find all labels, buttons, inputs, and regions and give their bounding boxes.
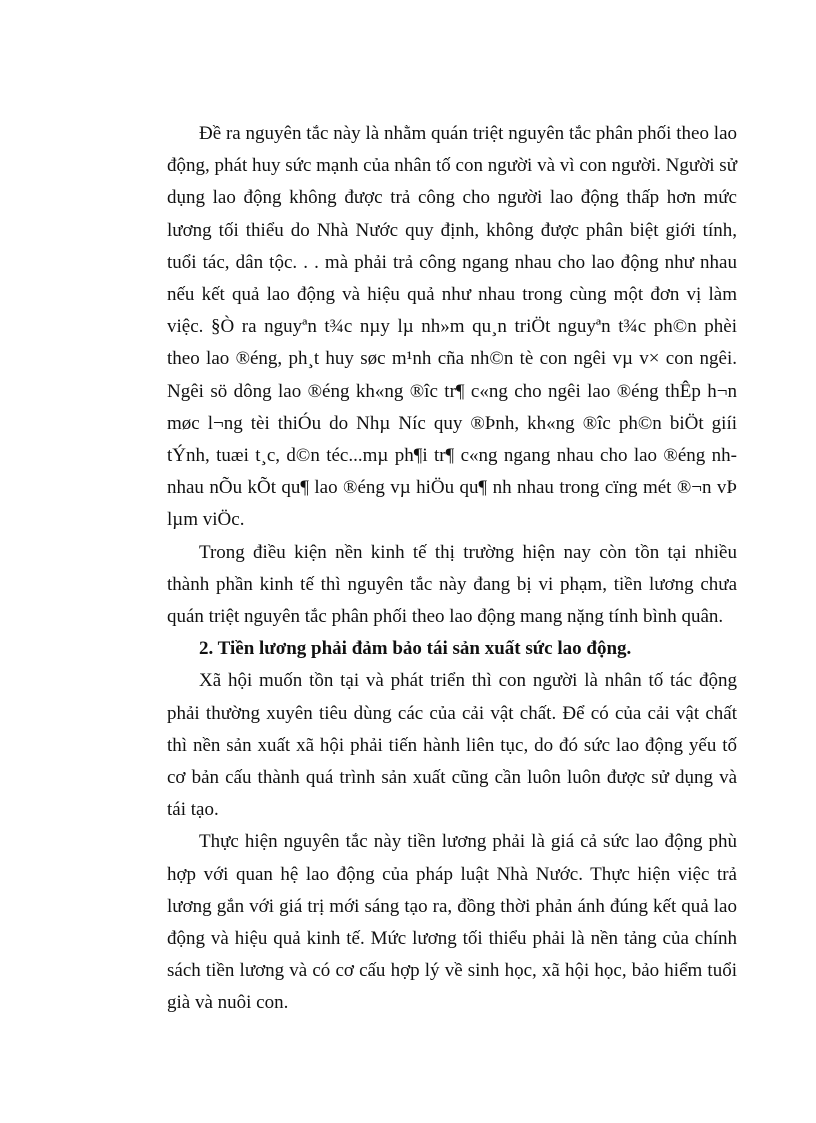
paragraph-social-reproduction: Xã hội muốn tồn tại và phát triển thì con người là nhân tố tác động phải thường xuyên tiêu dùng các của cải vật chất. Để có của cải vật chất thì nền sản xuất xã hội phải tiến hành liên tục, do đó sức lao động yếu tố cơ bản cấu thành quá trình sản xuất cũng cần luôn luôn được sử dụng và tái tạo. <box>167 670 737 821</box>
document-body <box>167 118 737 1020</box>
paragraph-principle-explanation: Đề ra nguyên tắc này là nhằm quán triệt nguyên tắc phân phối theo lao động, phát huy sức mạnh của nhân tố con người và vì con người. Người sử dụng lao động không được trả công cho người lao động thấp hơn mức lương tối thiểu do Nhà Nước quy định, không được phân biệt giới tính, tuổi tác, dân tộc. . . mà phải trả công ngang nhau cho lao động như nhau nếu kết quả lao động và hiệu quả như nhau trong cùng một đơn vị làm việc. §Ò ra nguyªn t¾c nµy lµ nh»m qu¸n triÖt nguyªn t¾c ph©n phèi theo lao ®éng, ph¸t huy søc m¹nh cña nh©n tè con ngêi vµ v× con ngêi. Ngêi sö dông lao ®éng kh«ng ®îc tr¶ c«ng cho ngêi lao ®éng thÊp h¬n møc l¬ng tèi thiÓu do Nhµ Níc quy ®Þnh, kh«ng ®îc ph©n biÖt giíi tÝnh, tuæi t¸c, d©n téc...mµ ph¶i tr¶ c«ng ngang nhau cho lao ®éng nh nhau nÕu kÕt qu¶ lao ®éng vµ hiÖu qu¶ nh nhau trong cïng mét ®¬n vÞ lµm viÖc. <box>167 123 737 531</box>
paragraph-wage-implementation: Thực hiện nguyên tắc này tiền lương phải là giá cả sức lao động phù hợp với quan hệ lao động của pháp luật Nhà Nước. Thực hiện việc trả lương gắn với giá trị mới sáng tạo ra, đồng thời phản ánh đúng kết quả lao động và hiệu quả kinh tế. Mức lương tối thiểu phải là nền tảng của chính sách tiền lương và có cơ cấu hợp lý về sinh học, xã hội học, bảo hiểm tuổi già và nuôi con. <box>167 831 737 1014</box>
section-heading: 2. Tiền lương phải đảm bảo tái sản xuất sức lao động. <box>199 638 632 660</box>
paragraph-market-economy: Trong điều kiện nền kinh tế thị trường hiện nay còn tồn tại nhiều thành phần kinh tế thì nguyên tắc này đang bị vi phạm, tiền lương chưa quán triệt nguyên tắc phân phối theo lao động mang nặng tính bình quân. <box>167 541 737 628</box>
